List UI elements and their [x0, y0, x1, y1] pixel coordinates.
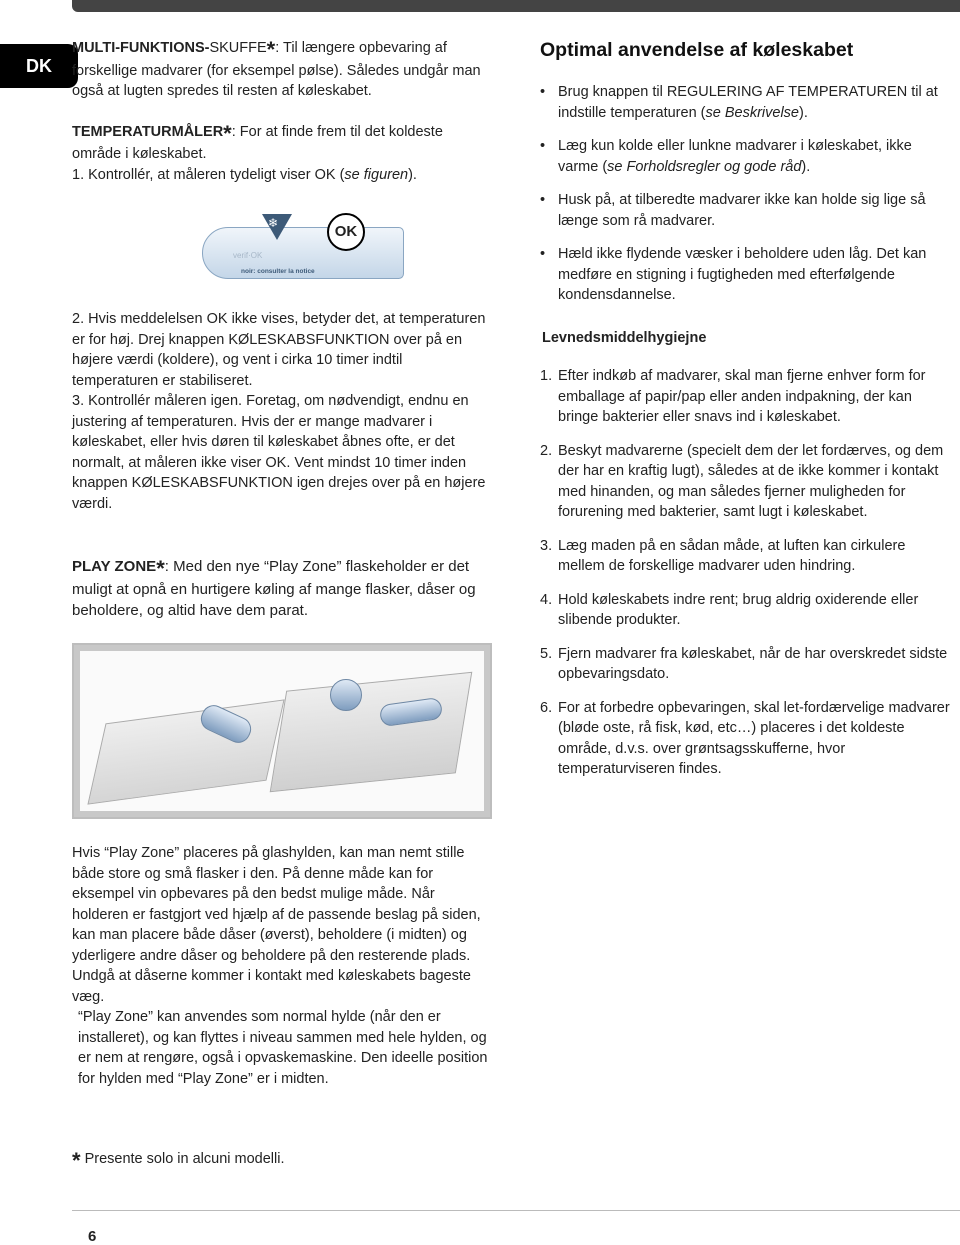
usage-tip: • Læg kun kolde eller lunkne madvarer i køleskabet, ikke varme (se Forholdsregler og gode råd).	[540, 136, 955, 177]
thermometer-figure	[202, 209, 442, 289]
multi-drawer-star: *	[266, 37, 276, 62]
multi-drawer-paragraph	[72, 38, 492, 102]
hygiene-item: 2. Beskyt madvarerne (specielt dem der let fordærves, og dem der har en kraftig lugt), således at de ikke kommer i kontakt med hinanden, og man således fjerner muligheden for forurening med bakterier, samt lugt i køleskabet.	[540, 442, 944, 520]
usage-tip: • Husk på, at tilberedte madvarer ikke kan holde sig lige så længe som rå madvarer.	[540, 190, 955, 231]
step-1	[72, 165, 492, 186]
play-zone-description-1: Hvis “Play Zone” placeres på glashylden, kan man nemt stille både store og små flasker i den. På denne måde kan for eksempel vin opbevares på den bedst mulige måde. Når holderen er fastgjort ved hjælp af de passende beslag på siden, kan man placere både dåser (øverst), beholdere (i midten) og yderligere andre dåser og beholdere på den resterende plads. Undgå at dåserne kommer i kontakt med køleskabets bageste væg.	[72, 845, 481, 1005]
thermometer-star: *	[223, 120, 232, 146]
bottle-tray-left	[87, 699, 284, 804]
hygiene-item: 5. Fjern madvarer fra køleskabet, når de har overskredet sidste opbevaringsdato.	[540, 645, 948, 682]
play-zone-title: PLAY ZONE	[72, 558, 157, 575]
footer-rule	[72, 1210, 960, 1211]
thermometer-body	[202, 227, 404, 279]
gauge-verif-text: verif·OK	[233, 251, 263, 260]
page-number: 6	[88, 1228, 97, 1245]
snowflake-icon: ❄	[268, 216, 279, 230]
footnote-text: Presente solo in alcuni modelli.	[80, 1151, 285, 1167]
thermometer-title: TEMPERATURMÅLER	[72, 123, 224, 140]
hygiene-list	[540, 366, 955, 780]
can-right	[330, 679, 362, 711]
gauge-caption: noir: consulter la notice	[241, 268, 315, 275]
step-3: 3. Kontrollér måleren igen. Foretag, om nødvendigt, endnu en justering af temperaturen. Hvis der er mange madvarer i køleskabet, eller hvis døren til køleskabet åbnes ofte, er det normalt, at måleren ikke viser OK. Vent mindst 10 timer inden knappen KØLESKABSFUNKTION igen drejes over på en højere værdi.	[72, 393, 486, 512]
hygiene-heading: Levnedsmiddelhygiejne	[542, 329, 707, 346]
language-tab: DK	[0, 44, 78, 88]
usage-tip: • Hæld ikke flydende væsker i beholdere uden låg. Det kan medføre en stigning i fugtigheden med efterfølgende kondensdannelse.	[540, 244, 955, 306]
play-zone-text: : Med den nye “Play Zone” flaskeholder er det muligt at opnå en hurtigere køling af mange flasker, dåser og beholdere, og altid have dem parat.	[72, 558, 476, 619]
bottle-tray-right	[270, 672, 473, 792]
step-1-end: ).	[408, 166, 417, 183]
section-heading: Optimal anvendelse af køleskabet	[540, 39, 854, 61]
play-zone-description-2: “Play Zone” kan anvendes som normal hylde (når den er installeret), og kan flyttes i niveau sammen med hele hylden, og er nem at rengøre, også i opvaskemaskine. Den ideelle position for hylden med “Play Zone” er i midten.	[78, 1009, 488, 1087]
step-2: 2. Hvis meddelelsen OK ikke vises, betyder det, at temperaturen er for høj. Drej knappen KØLESKABSFUNKTION over på en højere værdi (koldere), og vent i cirka 10 timer indtil temperaturen er stabiliseret.	[72, 311, 486, 389]
step-1-ref: se figuren	[344, 166, 409, 183]
footnote-star: *	[72, 1148, 81, 1173]
hygiene-item: 1. Efter indkøb af madvarer, skal man fjerne enhver form for emballage af papir/pap eller anden indpakning, der kan bringe bakterier eller snavs ind i køleskabet.	[540, 368, 926, 425]
left-column	[72, 38, 492, 1089]
multi-drawer-text: : Til længere opbevaring af forskellige madvarer (for eksempel pølse). Således undgår man også at lugten spredes til resten af køleskabet.	[72, 40, 481, 99]
usage-tip: • Brug knappen til REGULERING AF TEMPERATUREN til at indstille temperaturen (se Beskrivelse).	[540, 82, 955, 123]
right-column	[540, 38, 955, 793]
play-zone-star: *	[156, 556, 165, 581]
footnote	[72, 1148, 284, 1174]
hygiene-item: 4. Hold køleskabets indre rent; brug aldrig oxiderende eller slibende produkter.	[540, 591, 919, 628]
thermometer-text: : For at finde frem til det koldeste område i køleskabet.	[72, 123, 443, 162]
step-1-text: 1. Kontrollér, at måleren tydeligt viser OK (	[72, 166, 345, 183]
hygiene-item: 6. For at forbedre opbevaringen, skal let-fordærvelige madvarer (bløde oste, rå fisk, kød, etc…) placeres i det koldeste område, d.v.s. over grøntsagsskufferne, hvor temperaturviseren findes.	[540, 699, 950, 777]
thermometer-paragraph	[72, 122, 492, 165]
multi-drawer-title-2: SKUFFE	[209, 40, 267, 56]
top-bar	[72, 0, 960, 12]
play-zone-paragraph	[72, 556, 492, 621]
hygiene-item: 3. Læg maden på en sådan måde, at luften kan cirkulere mellem de forskellige madvarer uden hindring.	[540, 537, 906, 574]
play-zone-photo	[72, 643, 492, 819]
ok-indicator: OK	[327, 213, 365, 251]
usage-tips-list	[540, 82, 955, 306]
multi-drawer-title: MULTI-FUNKTIONS-	[72, 40, 210, 56]
